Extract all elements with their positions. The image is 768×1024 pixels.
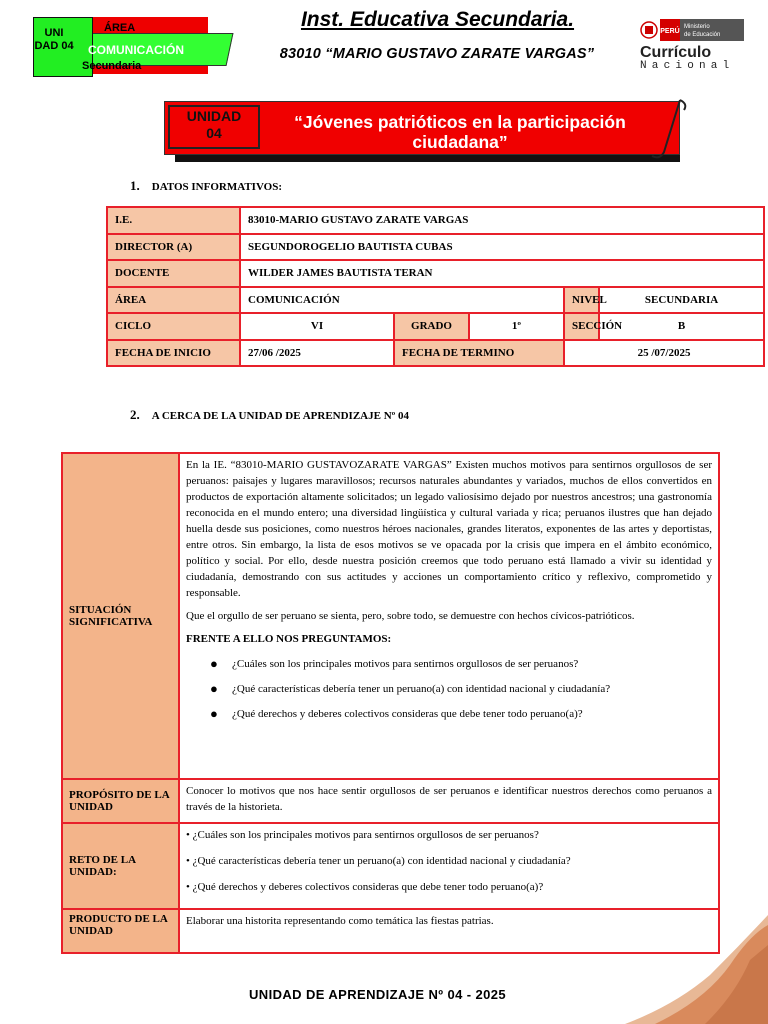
termino-label: FECHA DE TERMINO xyxy=(394,340,564,367)
svg-text:Ministerio: Ministerio xyxy=(684,24,710,30)
info-row-fechas xyxy=(107,340,764,367)
logo-country: PERÚ xyxy=(660,28,680,35)
info-row-director xyxy=(107,234,764,261)
nivel-value: SECUNDARIA xyxy=(599,287,764,314)
row-proposito xyxy=(62,779,719,823)
nacional-logo-text: Nacional xyxy=(640,60,735,72)
institution-title: Inst. Educativa Secundaria. xyxy=(300,8,575,31)
ciclo-value: VI xyxy=(240,313,394,340)
reto-item: • ¿Cuáles son los principales motivos para sentirnos orgullosos de ser peruanos? xyxy=(186,829,539,841)
inicio-label: FECHA DE INICIO xyxy=(107,340,240,367)
school-name: 83010 “MARIO GUSTAVO ZARATE VARGAS” xyxy=(279,46,595,62)
decorative-wave xyxy=(615,915,768,1024)
question-text: ¿Cuáles son los principales motivos para sentirnos orgullosos de ser peruanos? xyxy=(232,658,579,670)
unit-title: “Jóvenes patrióticos en la participación ciudadana” xyxy=(294,112,626,152)
footer-text: UNIDAD DE APRENDIZAJE Nº 04 - 2025 xyxy=(249,987,506,1002)
area-label-cell: ÁREA xyxy=(107,287,240,314)
section-1-title: DATOS INFORMATIVOS: xyxy=(151,181,283,193)
area-label: ÁREA xyxy=(104,22,136,34)
producto-text: Elaborar una historita representando como temática las fiestas patrias. xyxy=(186,915,494,927)
reto-item: • ¿Qué características debería tener un peruano(a) con identidad nacional y ciudadanía? xyxy=(186,855,571,867)
inicio-value: 27/06 /2025 xyxy=(240,340,394,367)
svg-text:de Educación: de Educación xyxy=(684,32,721,38)
info-row-docente xyxy=(107,260,764,287)
section-1-number: 1. xyxy=(130,178,140,193)
question-text: ¿Qué características debería tener un peruano(a) con identidad nacional y ciudadanía? xyxy=(232,683,611,695)
banner-unit-number: 04 xyxy=(206,125,222,141)
situacion-paragraph-1: En la IE. “83010-MARIO GUSTAVOZARATE VARGAS” Existen muchos motivos para sentirnos orgullosos de ser peruanos: paisajes y lugares maravillosos; recursos naturales abundantes y variados, muchos de ellos convertidos en productos de exportación altamente solicitados; un legado valiosísimo dejado por nuestros ancestros; una gastronomía reconocida en el mundo entero; una diversidad lingüística y cultural variada y rica; peruanos ilustres que han dejado huella desde sus posiciones, como nuestros héroes nacionales, grandes literatos, exponentes de las artes y deportistas, entre otros. Sin embargo, la lista de esos motivos se ve opacada por la crisis que impera en el ámbito económico, político y social. Por ello, desde nuestra posición creemos que todo peruano está llamado a vivir su identidad y ciudadanía, demostrando con sus actitudes y acciones un comportamiento crítico y reflexivo, comprometido y responsable. xyxy=(186,459,712,599)
section-1-heading xyxy=(130,178,282,194)
grado-value: 1º xyxy=(469,313,564,340)
ie-label: I.E. xyxy=(107,207,240,234)
director-value: SEGUNDOROGELIO BAUTISTA CUBAS xyxy=(240,234,764,261)
question-item xyxy=(186,681,712,697)
question-text: ¿Qué derechos y deberes colectivos consideras que debe tener todo peruano(a)? xyxy=(232,708,583,720)
unit-table xyxy=(61,452,720,954)
curriculo-logo-text: Currículo xyxy=(640,44,712,61)
producto-label: PRODUCTO DE LA UNIDAD xyxy=(62,909,179,953)
section-2-number: 2. xyxy=(130,407,140,422)
ie-value: 83010-MARIO GUSTAVO ZARATE VARGAS xyxy=(240,207,764,234)
minedu-logo xyxy=(640,17,744,43)
question-item xyxy=(186,706,712,722)
area-value: COMUNICACIÓN xyxy=(88,43,184,57)
banner-unit-text xyxy=(170,108,258,142)
row-situacion xyxy=(62,453,719,779)
docente-label: DOCENTE xyxy=(107,260,240,287)
bullet-icon: ● xyxy=(210,656,218,671)
area-level: Secundaria xyxy=(82,60,142,72)
director-label: DIRECTOR (A) xyxy=(107,234,240,261)
section-2-heading xyxy=(130,407,409,423)
frente-heading: FRENTE A ELLO NOS PREGUNTAMOS: xyxy=(186,633,392,645)
proposito-label: PROPÓSITO DE LA UNIDAD xyxy=(62,779,179,823)
area-value-cell: COMUNICACIÓN xyxy=(240,287,564,314)
situacion-paragraph-2: Que el orgullo de ser peruano se sienta, pero, sobre todo, se demuestre con hechos cívicos-patrióticos. xyxy=(186,610,635,622)
termino-value: 25 /07/2025 xyxy=(564,340,764,367)
banner-unit-label: UNIDAD xyxy=(186,108,242,124)
reto-label: RETO DE LA UNIDAD: xyxy=(62,823,179,909)
ciclo-label: CICLO xyxy=(107,313,240,340)
unit-badge-text: UNI DAD 04 xyxy=(34,27,74,52)
seccion-value: B xyxy=(599,313,764,340)
question-item xyxy=(186,656,712,672)
reto-item: • ¿Qué derechos y deberes colectivos consideras que debe tener todo peruano(a)? xyxy=(186,881,544,893)
grado-label: GRADO xyxy=(394,313,469,340)
info-table xyxy=(106,206,765,367)
info-row-area xyxy=(107,287,764,314)
info-row-ie xyxy=(107,207,764,234)
info-row-ciclo xyxy=(107,313,764,340)
bullet-icon: ● xyxy=(210,681,218,696)
seccion-label: SECCIÓN xyxy=(564,313,599,340)
docente-value: WILDER JAMES BAUTISTA TERAN xyxy=(240,260,764,287)
situacion-label: SITUACIÓN SIGNIFICATIVA xyxy=(62,453,179,779)
section-2-title: A CERCA DE LA UNIDAD DE APRENDIZAJE Nº 04 xyxy=(151,410,410,422)
row-reto xyxy=(62,823,719,909)
proposito-text: Conocer lo motivos que nos hace sentir orgullosos de ser peruanos e identificar nuestros derechos como peruanos a través de la historieta. xyxy=(186,785,712,813)
nivel-label: NIVEL xyxy=(564,287,599,314)
bullet-icon: ● xyxy=(210,706,218,721)
